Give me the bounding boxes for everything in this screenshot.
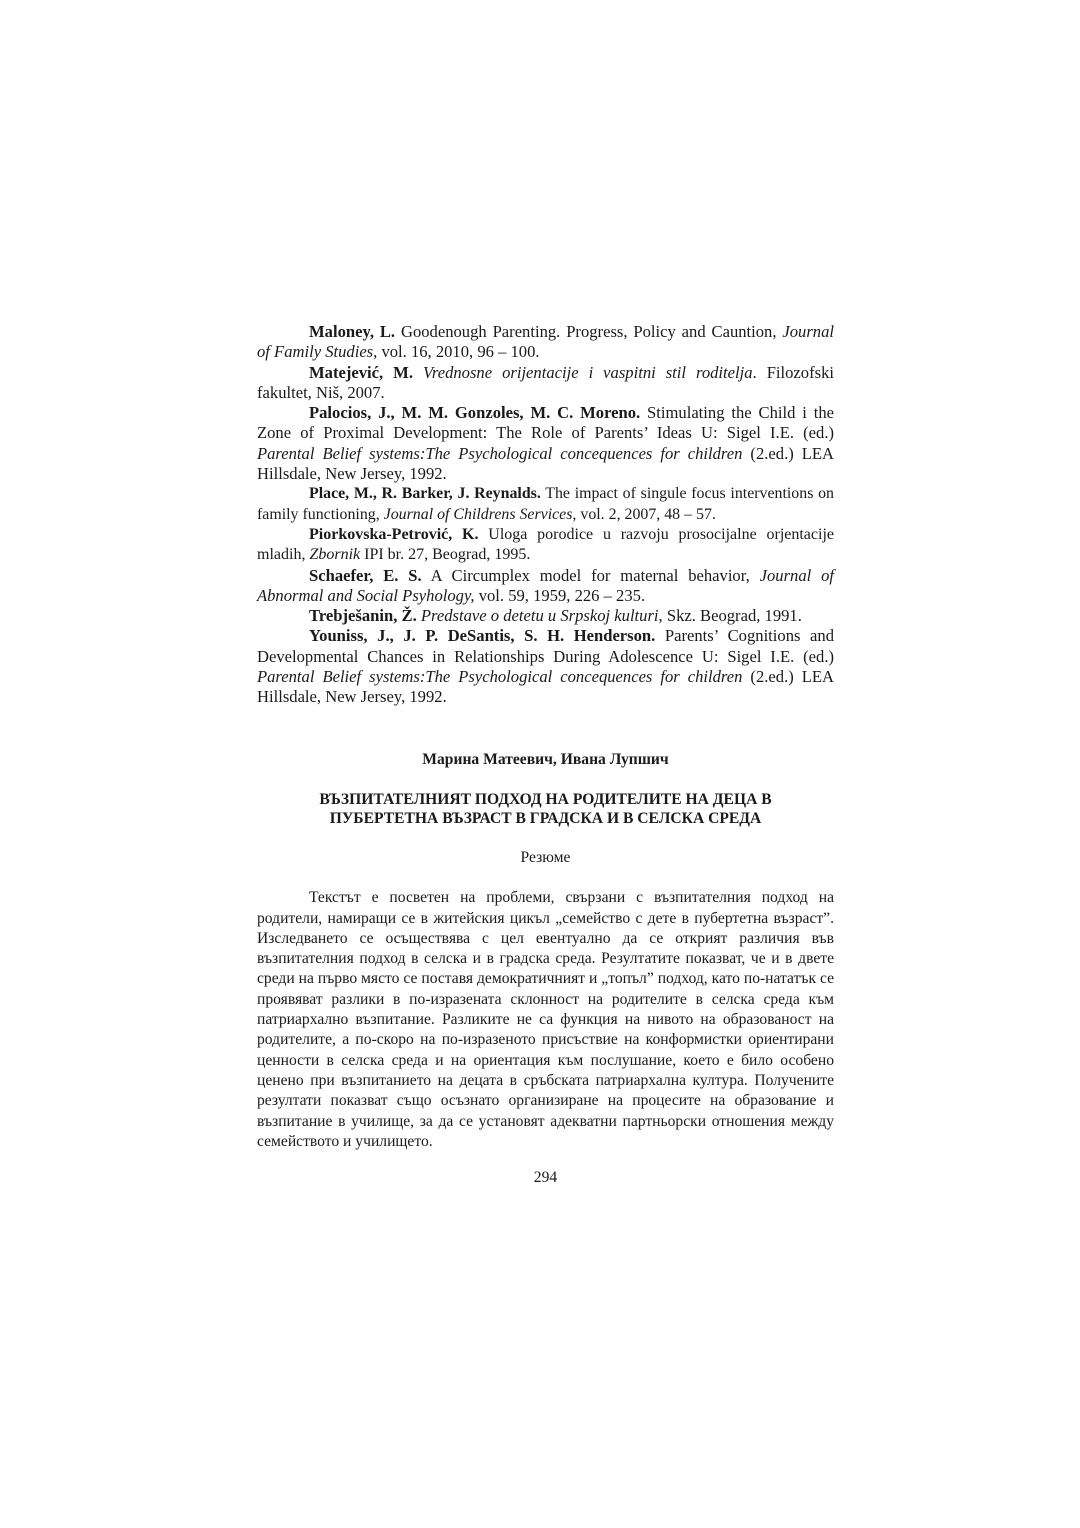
reference-entry — [257, 566, 834, 607]
reference-author: Maloney, L. — [309, 322, 396, 341]
reference-author: Trebješanin, Ž. — [309, 606, 417, 626]
reference-text: (2.ed.) LEA Hillsdale, New Jersey, 1992. — [257, 443, 834, 484]
reference-text: A Circumplex model for maternal behavior, — [421, 565, 760, 585]
reference-entry — [257, 403, 834, 484]
summary-title-line: ПУБЕРТЕТНА ВЪЗРАСТ В ГРАДСКА И В СЕЛСКА СРЕДА — [329, 809, 762, 827]
reference-entry — [257, 322, 834, 363]
reference-text: The impact of singule focus interventions on family functioning, — [257, 485, 835, 523]
reference-source: Parental Belief systems:The Psychological concequences for children — [257, 443, 743, 463]
summary-title — [257, 790, 834, 828]
reference-source: Journal of Family Studies, — [257, 322, 834, 362]
reference-text: Goodenough Parenting. Progress, Policy and Cauntion, — [395, 322, 783, 341]
reference-entry — [257, 606, 834, 626]
page-number: 294 — [533, 1169, 558, 1187]
reference-source: Parental Belief systems:The Psychological concequences for children — [257, 667, 743, 687]
reference-text: Uloga porodice u razvoju prosocijalne orjentacije mladih, — [257, 525, 835, 564]
reference-author: Piorkovska-Petrović, K. — [309, 525, 479, 543]
reference-source: Journal of Childrens Services — [383, 505, 573, 523]
summary-title-line: ВЪЗПИТАТЕЛНИЯТ ПОДХОД НА РОДИТЕЛИТЕ НА ДЕЦА В — [319, 790, 772, 808]
reference-text: vol. 16, 2010, 96 – 100. — [377, 342, 540, 362]
reference-text: Stimulating the Child i the Zone of Proximal Development: The Role of Parents’ Ideas U: Sigel I.E. (ed.) — [257, 403, 834, 443]
reference-source: Predstave o detetu u Srpskoj kulturi — [420, 606, 659, 626]
reference-text — [413, 363, 423, 382]
summary-label: Резюме — [520, 848, 571, 866]
reference-list — [257, 322, 834, 708]
reference-source: Zbornik — [309, 546, 361, 564]
summary-abstract: Текстът е посветен на проблеми, свързани с възпитателния подход на родители, намиращи се в житейския цикъл „семейство с дете в пубертетна възраст”. Изследването се осъществява с цел евентуално да се открият различия във възпитателния подход в селска и в градска среда. Резултатите показват, че и в двете среди на първо място се поставя демократичният и „топъл” подход, като по-нататък се проявяват разлики в по-изразената склонност на родителите в селска среда към патриархално възпитание. Разликите не са функция на нивото на образованост на родителите, а по-скоро на по-изразеното присъствие на конформистки ориентирани ценности в селска среда и на ориентация към послушание, което е било особено ценено при възпитанието на децата в сръбската патриархална култура. Получените резултати показват също осъзнато организиране на процесите на образование и възпитание в училище, за да се установят адекватни партньорски отношения между семейството и училището. — [257, 889, 834, 1150]
reference-text: vol. 59, 1959, 226 – 235. — [474, 585, 646, 605]
reference-author: Place, M., R. Barker, J. Reynalds. — [309, 485, 541, 503]
reference-text: IPI br. 27, Beograd, 1995. — [360, 546, 531, 564]
reference-text: Parents’ Cognitions and Developmental Chances in Relationships During Adolescence U: Sigel I.E. (ed.) — [257, 626, 834, 666]
reference-entry — [257, 525, 834, 566]
reference-entry — [257, 626, 834, 707]
reference-source: Journal of Abnormal and Social Psyhology, — [257, 565, 834, 605]
reference-entry — [257, 363, 834, 404]
reference-source: Vrednosne orijentacije i vaspitni stil roditelja — [422, 362, 753, 382]
page-content — [257, 322, 834, 1188]
summary-authors: Марина Матеевич, Ивана Лупшич — [422, 750, 669, 768]
reference-text: , vol. 2, 2007, 48 – 57. — [572, 505, 716, 523]
reference-author: Schaefer, E. S. — [309, 565, 422, 585]
reference-author: Palocios, J., M. M. Gonzoles, M. C. Moreno. — [309, 403, 641, 423]
reference-text: , Skz. Beograd, 1991. — [658, 606, 802, 626]
reference-text: (2.ed.) LEA Hillsdale, New Jersey, 1992. — [257, 667, 834, 707]
reference-author: Youniss, J., J. P. DeSantis, S. H. Henderson. — [309, 626, 656, 646]
reference-text: . Filozofski fakultet, Niš, 2007. — [257, 362, 834, 402]
reference-author: Matejević, M. — [309, 362, 413, 382]
reference-entry — [257, 484, 834, 525]
